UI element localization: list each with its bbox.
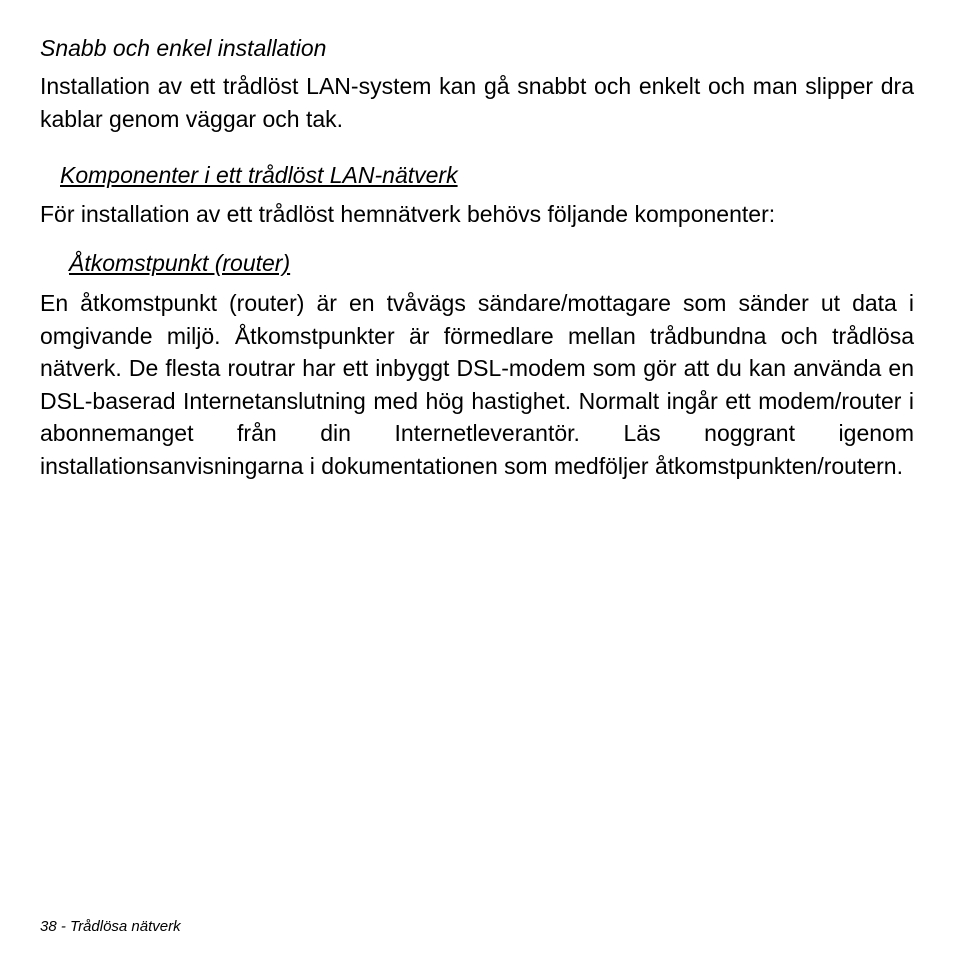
components-heading: Komponenter i ett trådlöst LAN-nätverk (60, 162, 458, 188)
page-footer: 38 - Trådlösa nätverk (40, 918, 181, 935)
intro-paragraph: Installation av ett trådlöst LAN-system kan gå snabbt och enkelt och man slipper dra kablar genom väggar och tak. (40, 73, 914, 132)
router-heading: Åtkomstpunkt (router) (69, 250, 291, 276)
section-title: Snabb och enkel installation (40, 35, 327, 61)
router-paragraph: En åtkomstpunkt (router) är en tvåvägs sändare/mottagare som sänder ut data i omgivande miljö. Åtkomstpunkter är förmedlare mellan trådbundna och trådlösa nätverk. De flesta routrar har ett inbyggt DSL-modem som gör att du kan använda en DSL-baserad Internetanslutning med hög hastighet. Normalt ingår ett modem/router i abonnemanget från din Internetleverantör. Läs noggrant igenom installationsanvisningarna i dokumentationen som medföljer åtkomstpunkten/routern. (40, 290, 914, 479)
components-intro: För installation av ett trådlöst hemnätverk behövs följande komponenter: (40, 201, 776, 227)
